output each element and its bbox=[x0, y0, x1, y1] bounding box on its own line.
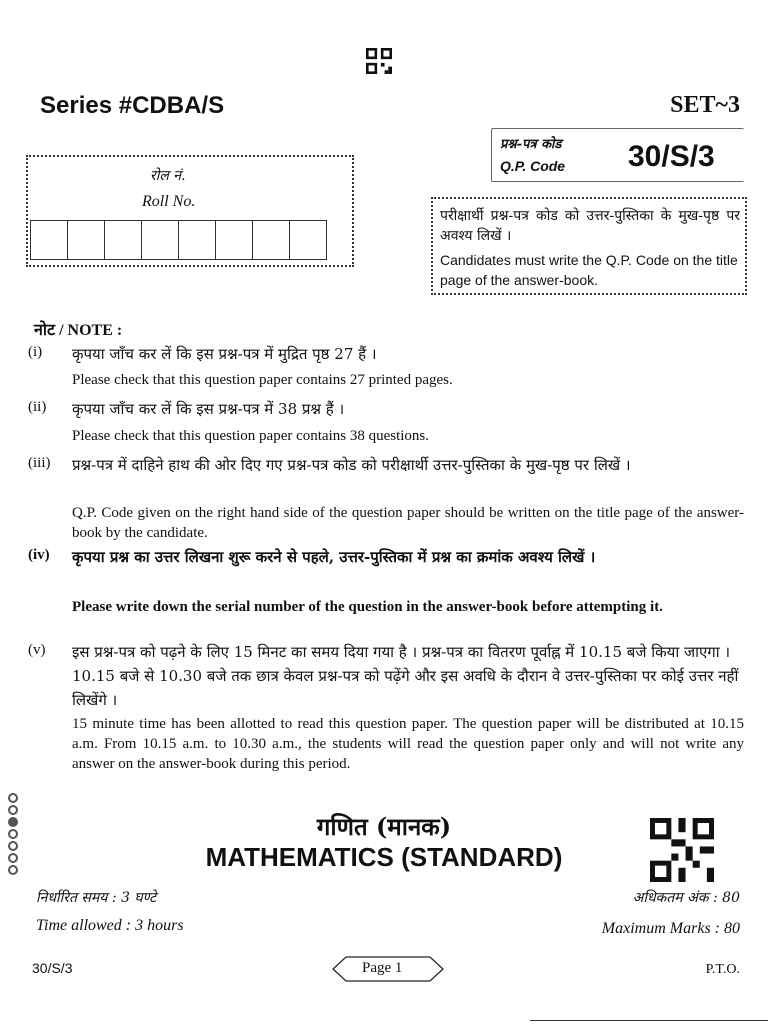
roll-number-cells[interactable] bbox=[30, 220, 327, 260]
qr-code-icon bbox=[650, 818, 714, 882]
divider bbox=[530, 1020, 768, 1021]
series-code: #CDBA/S bbox=[118, 92, 225, 119]
qp-label-hindi: प्रश्न-पत्र कोड bbox=[500, 137, 562, 152]
max-marks-english: Maximum Marks : 80 bbox=[601, 920, 740, 937]
roll-label-english: Roll No. bbox=[142, 193, 196, 210]
time-allowed-english: Time allowed : 3 hours bbox=[36, 917, 184, 934]
candidate-notice-hindi: परीक्षार्थी प्रश्न-पत्र कोड को उत्तर-पुस्तिका के मुख-पृष्ठ पर अवश्य लिखें । bbox=[440, 208, 740, 244]
roll-cell[interactable] bbox=[290, 221, 326, 259]
time-allowed-hindi: निर्धारित समय : 3 घण्टे bbox=[36, 890, 157, 906]
roll-cell[interactable] bbox=[68, 221, 105, 259]
max-marks-hindi: अधिकतम अंक : 80 bbox=[632, 890, 740, 906]
note-english: Please check that this question paper contains 27 printed pages. bbox=[72, 372, 453, 388]
note-number: (i) bbox=[28, 344, 43, 360]
note-title: नोट / NOTE : bbox=[34, 322, 123, 339]
note-hindi: कृपया जाँच कर लें कि इस प्रश्न-पत्र में 38 प्रश्न हैं । bbox=[72, 400, 345, 418]
set-label: SET~3 bbox=[670, 92, 740, 118]
roll-cell[interactable] bbox=[105, 221, 142, 259]
note-english: Q.P. Code given on the right hand side of the question paper should be written on the title page of the answer-book by the candidate. bbox=[72, 505, 744, 541]
note-hindi: प्रश्न-पत्र में दाहिने हाथ की ओर दिए गए प्रश्न-पत्र कोड को परीक्षार्थी उत्तर-पुस्तिका के मुख-पृष्ठ पर लिखें । bbox=[72, 456, 631, 474]
pto-label: P.T.O. bbox=[705, 962, 740, 977]
note-hindi: कृपया प्रश्न का उत्तर लिखना शुरू करने से पहले, उत्तर-पुस्तिका में प्रश्न का क्रमांक अवश्य लिखें । bbox=[72, 548, 596, 566]
note-english: Please write down the serial number of the question in the answer-book before attempting it. bbox=[72, 599, 663, 615]
qr-code-icon bbox=[366, 48, 392, 74]
roll-cell[interactable] bbox=[142, 221, 179, 259]
note-number: (ii) bbox=[28, 399, 47, 415]
note-number: (iii) bbox=[28, 455, 51, 471]
note-hindi: कृपया जाँच कर लें कि इस प्रश्न-पत्र में मुद्रित पृष्ठ 27 हैं । bbox=[72, 345, 377, 363]
note-english: Please check that this question paper contains 38 questions. bbox=[72, 428, 430, 444]
subject-title-english: MATHEMATICS (STANDARD) bbox=[205, 842, 563, 872]
note-hindi: इस प्रश्न-पत्र को पढ़ने के लिए 15 मिनट का समय दिया गया है । प्रश्न-पत्र का वितरण पूर्वाह्न में 10.15 बजे किया जाएगा । 10.15 बजे से 10.30 बजे तक छात्र केवल प्रश्न-पत्र को पढ़ेंगे और इस अवधि के दौरान वे उत्तर-पुस्तिका पर कोई उत्तर नहीं लिखेंगे । bbox=[72, 643, 739, 709]
qp-label-english: Q.P. Code bbox=[500, 158, 566, 174]
roll-cell[interactable] bbox=[216, 221, 253, 259]
series-label bbox=[40, 92, 224, 120]
roll-cell[interactable] bbox=[179, 221, 216, 259]
qp-code-value: 30/S/3 bbox=[628, 140, 715, 173]
subject-title-hindi: गणित (मानक) bbox=[316, 812, 452, 841]
candidate-notice-english: Candidates must write the Q.P. Code on the title page of the answer-book. bbox=[440, 252, 738, 288]
note-number: (iv) bbox=[28, 547, 50, 563]
series-word: Series bbox=[40, 92, 113, 119]
roll-label-hindi: रोल नं. bbox=[150, 168, 186, 184]
note-number: (v) bbox=[28, 642, 46, 658]
footer-code: 30/S/3 bbox=[32, 960, 73, 976]
note-english: 15 minute time has been allotted to read this question paper. The question paper will be distributed at 10.15 a.m. From 10.15 a.m. to 10.30 a.m., the students will read the question paper only and will not write any answer on the answer-book during this period. bbox=[72, 716, 744, 772]
roll-cell[interactable] bbox=[253, 221, 290, 259]
page-number: Page 1 bbox=[362, 960, 403, 976]
roll-cell[interactable] bbox=[31, 221, 68, 259]
